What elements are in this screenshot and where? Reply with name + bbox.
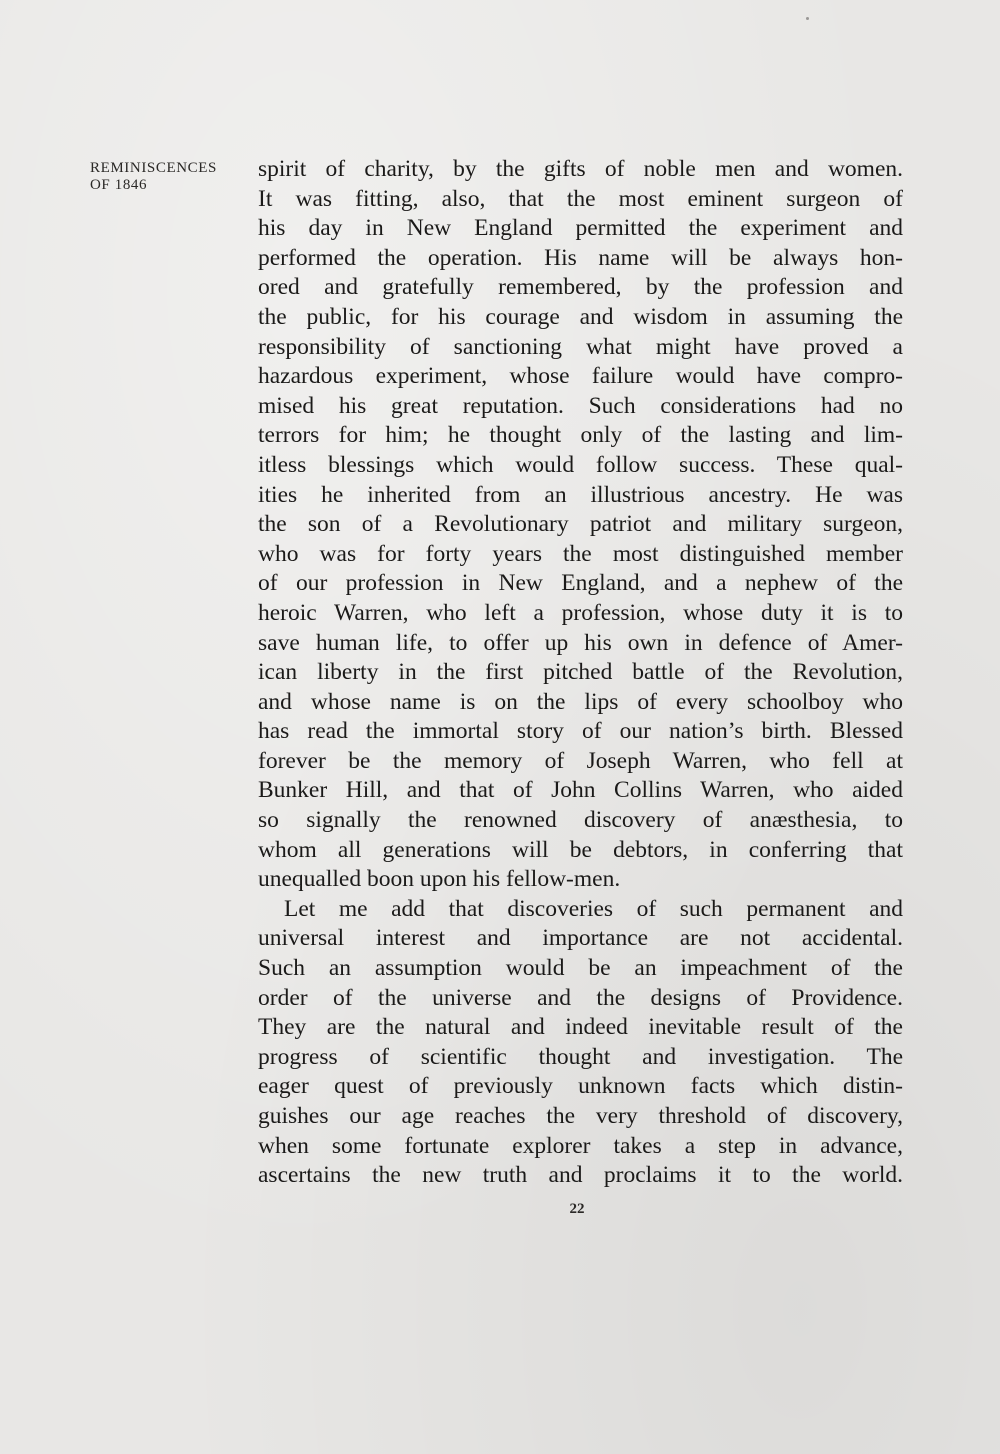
text-line: hazardous experiment, whose failure would have compro-	[258, 363, 903, 390]
text-line: who was for forty years the most distinguished member	[258, 540, 903, 567]
text-line: ascertains the new truth and proclaims it to the world.	[258, 1162, 903, 1189]
text-line: when some fortunate explorer takes a step in advance,	[258, 1132, 903, 1159]
text-line: performed the operation. His name will be always hon-	[258, 244, 903, 271]
text-line: the public, for his courage and wisdom in assuming the	[258, 303, 903, 330]
text-line: Bunker Hill, and that of John Collins Warren, who aided	[258, 777, 903, 804]
running-head	[90, 160, 260, 194]
text-line: Such an assumption would be an impeachment of the	[258, 955, 903, 982]
text-line: responsibility of sanctioning what might have proved a	[258, 333, 903, 360]
text-line: whom all generations will be debtors, in conferring that	[258, 836, 903, 863]
text-line: order of the universe and the designs of Providence.	[258, 984, 903, 1011]
text-line: save human life, to offer up his own in defence of Amer-	[258, 629, 903, 656]
paper-speck	[806, 17, 809, 20]
page-number: 22	[569, 1201, 585, 1217]
text-line: so signally the renowned discovery of anæsthesia, to	[258, 807, 903, 834]
paragraph-2	[258, 895, 903, 1191]
paragraph-1	[258, 155, 903, 895]
text-line: eager quest of previously unknown facts which distin-	[258, 1073, 903, 1100]
text-line: Let me add that discoveries of such permanent and	[284, 895, 903, 922]
text-line: and whose name is on the lips of every schoolboy who	[258, 688, 903, 715]
text-line: They are the natural and indeed inevitable result of the	[258, 1014, 903, 1041]
text-line: spirit of charity, by the gifts of noble men and women.	[258, 156, 903, 182]
text-line: terrors for him; he thought only of the lasting and lim-	[258, 422, 903, 449]
text-line: progress of scientific thought and investigation. The	[258, 1043, 903, 1070]
text-line: It was fitting, also, that the most eminent surgeon of	[258, 185, 903, 212]
text-line: of our profession in New England, and a nephew of the	[258, 570, 903, 597]
text-line: universal interest and importance are not accidental.	[258, 925, 903, 952]
running-head-line-1: REMINISCENCES	[90, 160, 217, 176]
text-line: guishes our age reaches the very threshold of discovery,	[258, 1103, 903, 1129]
text-line: has read the immortal story of our nation’s birth. Blessed	[258, 718, 903, 745]
text-line: forever be the memory of Joseph Warren, who fell at	[258, 747, 903, 774]
text-line: mised his great reputation. Such considerations had no	[258, 392, 903, 419]
text-line: itless blessings which would follow success. These qual-	[258, 451, 903, 478]
text-line: heroic Warren, who left a profession, whose duty it is to	[258, 599, 903, 626]
text-line: the son of a Revolutionary patriot and military surgeon,	[258, 511, 903, 538]
text-line: ican liberty in the first pitched battle of the Revolution,	[258, 659, 903, 686]
body-text	[258, 155, 903, 1191]
text-line: ored and gratefully remembered, by the profession and	[258, 274, 903, 301]
text-line: his day in New England permitted the experiment and	[258, 215, 903, 242]
text-line: ities he inherited from an illustrious ancestry. He was	[258, 481, 903, 508]
running-head-line-2: OF 1846	[90, 177, 148, 193]
text-line: unequalled boon upon his fellow-men.	[258, 866, 621, 893]
